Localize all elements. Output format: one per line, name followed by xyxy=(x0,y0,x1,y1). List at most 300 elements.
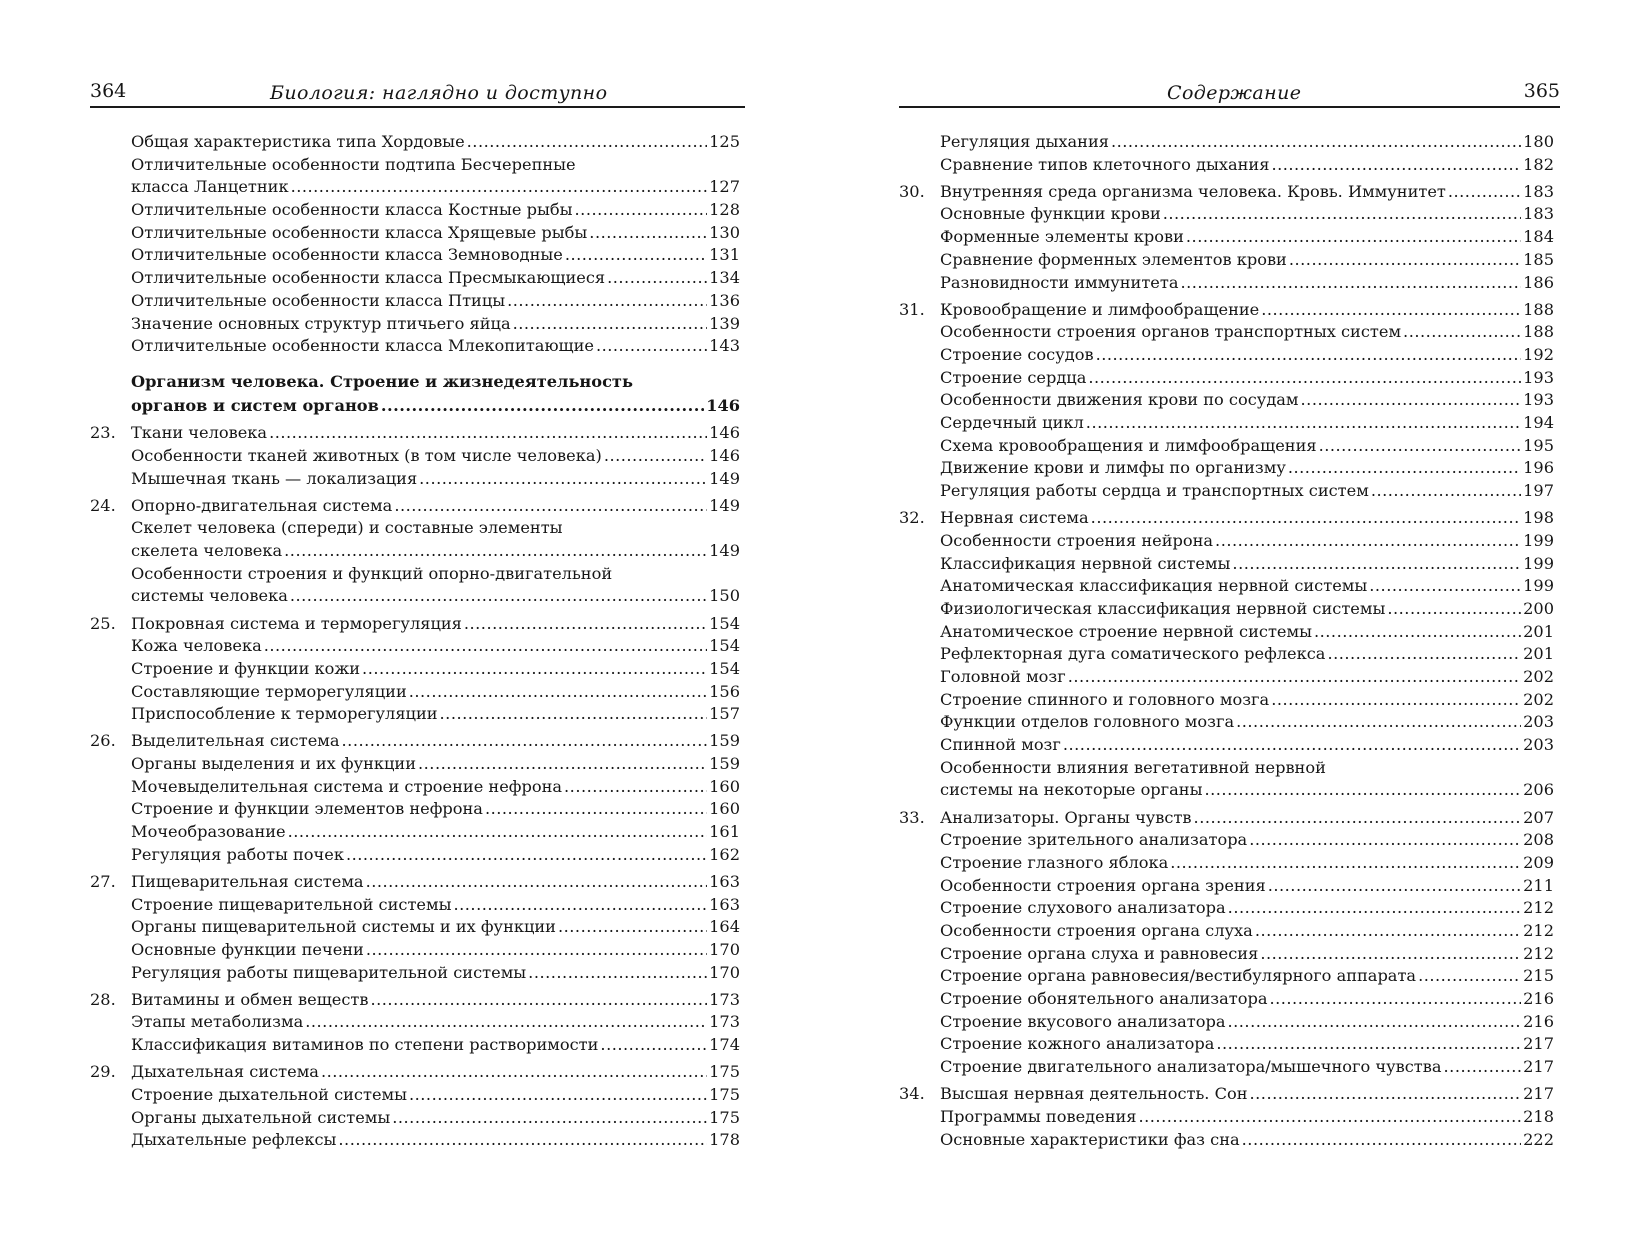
toc-entry-page: 173 xyxy=(709,989,740,1009)
toc-leader-dots xyxy=(1371,480,1521,503)
toc-entry xyxy=(90,335,740,358)
toc-entry xyxy=(899,965,1554,988)
toc-entry xyxy=(90,753,740,776)
toc-entry-title: Ткани человека xyxy=(131,423,268,443)
toc-leader-dots xyxy=(467,131,707,154)
toc-entry xyxy=(899,734,1554,757)
toc-entry-page: 216 xyxy=(1523,1011,1554,1031)
toc-entry xyxy=(899,1106,1554,1129)
toc-entry-title: Кровообращение и лимфообращение xyxy=(940,299,1260,319)
toc-leader-dots xyxy=(596,335,707,358)
toc-entry xyxy=(90,290,740,313)
toc-entry xyxy=(90,703,740,726)
toc-entry-number: 31. xyxy=(899,299,925,319)
toc-entry xyxy=(90,894,740,917)
toc-entry xyxy=(899,1083,1554,1106)
toc-entry-page: 174 xyxy=(709,1035,740,1055)
toc-entry xyxy=(90,776,740,799)
toc-entry-title: Программы поведения xyxy=(940,1106,1137,1126)
toc-leader-dots xyxy=(607,267,707,290)
toc-entry-title: Строение сосудов xyxy=(940,344,1094,364)
toc-entry xyxy=(90,939,740,962)
toc-entry-title: Строение спинного и головного мозга xyxy=(940,689,1270,709)
toc-entry-title: Строение органа равновесия/вестибулярного аппарата xyxy=(940,966,1417,986)
toc-leader-dots xyxy=(604,445,707,468)
toc-entry-page: 208 xyxy=(1523,830,1554,850)
toc-leader-dots xyxy=(1163,203,1521,226)
toc-entry xyxy=(899,711,1554,734)
toc-leader-dots xyxy=(1289,249,1521,272)
toc-entry xyxy=(90,1061,740,1084)
toc-entry-title: Разновидности иммунитета xyxy=(940,272,1179,292)
toc-leader-dots xyxy=(1269,988,1521,1011)
toc-entry-title: Строение зрительного анализатора xyxy=(940,830,1248,850)
toc-entry-page: 178 xyxy=(709,1130,740,1150)
toc-entry-page: 195 xyxy=(1523,435,1554,455)
toc-leader-dots xyxy=(305,1011,707,1034)
toc-entry-title: Отличительные особенности класса Костные рыбы xyxy=(131,200,573,220)
toc-entry-title: Органы дыхательной системы xyxy=(131,1107,391,1127)
toc-leader-dots xyxy=(291,176,708,199)
toc-entry-title: Организм человека. Строение и жизнедеятельность xyxy=(131,371,633,391)
toc-entry xyxy=(90,154,740,177)
toc-entry-number: 33. xyxy=(899,807,925,827)
toc-entry-title: Регуляция дыхания xyxy=(940,132,1109,151)
toc-leader-dots xyxy=(1170,852,1521,875)
toc-entry xyxy=(899,1056,1554,1079)
toc-leader-dots xyxy=(1260,943,1521,966)
toc-leader-dots xyxy=(1444,1056,1522,1079)
toc-entry xyxy=(90,313,740,336)
toc-entry-title: Регуляция работы почек xyxy=(131,844,344,864)
toc-entry-page: 203 xyxy=(1523,735,1554,755)
toc-leader-dots xyxy=(394,495,707,518)
toc-entry-title: Строение и функции кожи xyxy=(131,658,361,678)
toc-entry-page: 175 xyxy=(709,1062,740,1082)
toc-entry-page: 222 xyxy=(1523,1129,1554,1149)
toc-entry-title: Строение двигательного анализатора/мышечного чувства xyxy=(940,1057,1442,1077)
toc-entry xyxy=(90,681,740,704)
toc-entry-title: Витамины и обмен веществ xyxy=(131,989,369,1009)
toc-entry-page: 180 xyxy=(1523,132,1554,151)
toc-entry-page: 193 xyxy=(1523,367,1554,387)
toc-entry xyxy=(899,852,1554,875)
toc-leader-dots xyxy=(528,962,707,985)
toc-leader-dots xyxy=(264,635,707,658)
toc-entry xyxy=(899,507,1554,530)
toc-entry-title: Анатомическая классификация нервной системы xyxy=(940,576,1368,596)
toc-entry xyxy=(899,943,1554,966)
toc-leader-dots xyxy=(1232,553,1521,576)
toc-entry xyxy=(899,321,1554,344)
toc-entry-page: 184 xyxy=(1523,227,1554,247)
toc-leader-dots xyxy=(370,989,707,1012)
toc-entry-title: Общая характеристика типа Хордовые xyxy=(131,132,465,151)
toc-entry-page: 139 xyxy=(709,313,740,333)
toc-leader-dots xyxy=(1194,807,1522,830)
toc-entry-title: Строение кожного анализатора xyxy=(940,1034,1215,1054)
toc-entry xyxy=(899,689,1554,712)
toc-entry-page: 143 xyxy=(709,336,740,356)
toc-entry-number: 24. xyxy=(90,495,116,515)
page-number-left: 364 xyxy=(90,80,127,102)
toc-leader-dots xyxy=(454,894,708,917)
toc-entry xyxy=(899,553,1554,576)
toc-entry-title: Анатомическое строение нервной системы xyxy=(940,621,1312,641)
toc-entry-page: 197 xyxy=(1523,481,1554,501)
toc-entry-page: 154 xyxy=(709,613,740,633)
toc-entry-page: 149 xyxy=(709,541,740,561)
toc-entry-title: Отличительные особенности подтипа Бесчерепные xyxy=(131,154,576,174)
toc-leader-dots xyxy=(290,585,707,608)
toc-entry-title: Особенности влияния вегетативной нервной xyxy=(940,757,1326,777)
toc-entry xyxy=(899,1129,1554,1152)
toc-entry-page: 212 xyxy=(1523,898,1554,918)
toc-leader-dots xyxy=(1068,666,1521,689)
toc-leader-dots xyxy=(507,290,707,313)
toc-entry-title: Регуляция работы сердца и транспортных систем xyxy=(940,481,1369,501)
toc-list-right xyxy=(899,131,1554,1151)
toc-leader-dots xyxy=(1086,412,1521,435)
toc-entry-title: системы на некоторые органы xyxy=(940,780,1203,800)
running-title-right: Содержание xyxy=(1167,82,1302,104)
toc-entry-page: 188 xyxy=(1523,322,1554,342)
toc-entry-title: Строение сердца xyxy=(940,367,1087,387)
toc-leader-dots xyxy=(419,468,707,491)
toc-leader-dots xyxy=(342,730,708,753)
toc-leader-dots xyxy=(1327,643,1521,666)
toc-entry-title: Покровная система и терморегуляция xyxy=(131,613,462,633)
toc-entry-page: 186 xyxy=(1523,272,1554,292)
toc-entry xyxy=(90,422,740,445)
toc-entry-title: органов и систем органов xyxy=(131,395,379,415)
toc-entry xyxy=(899,829,1554,852)
running-head-right xyxy=(899,78,1560,108)
toc-entry-page: 149 xyxy=(709,468,740,488)
toc-entry-title: Строение и функции элементов нефрона xyxy=(131,799,483,819)
toc-entry-title: Сравнение типов клеточного дыхания xyxy=(940,154,1270,174)
toc-entry-page: 157 xyxy=(709,704,740,724)
toc-entry xyxy=(899,226,1554,249)
toc-leader-dots xyxy=(1088,367,1521,390)
toc-entry-title: Классификация витаминов по степени растворимости xyxy=(131,1035,599,1055)
toc-leader-dots xyxy=(1236,711,1521,734)
toc-entry-title: Особенности тканей животных (в том числе человека) xyxy=(131,445,602,465)
toc-entry xyxy=(90,798,740,821)
toc-entry-title: Особенности строения органа слуха xyxy=(940,920,1253,940)
toc-leader-dots xyxy=(1387,598,1521,621)
toc-leader-dots xyxy=(1216,1033,1521,1056)
toc-leader-dots xyxy=(409,1084,707,1107)
toc-entry-page: 216 xyxy=(1523,989,1554,1008)
toc-entry xyxy=(899,807,1554,830)
toc-entry-title: Строение дыхательной системы xyxy=(131,1084,407,1104)
toc-entry-page: 130 xyxy=(709,222,740,242)
toc-entry-page: 193 xyxy=(1523,390,1554,410)
toc-entry-page: 154 xyxy=(709,658,740,678)
toc-entry xyxy=(899,457,1554,480)
toc-leader-dots xyxy=(1403,321,1521,344)
toc-leader-dots xyxy=(392,1107,707,1130)
toc-entry-page: 199 xyxy=(1523,530,1554,550)
toc-entry-page: 175 xyxy=(709,1107,740,1127)
toc-entry-page: 188 xyxy=(1523,299,1554,319)
toc-entry xyxy=(90,585,740,608)
toc-leader-dots xyxy=(1319,435,1522,458)
toc-entry xyxy=(899,643,1554,666)
toc-entry xyxy=(90,267,740,290)
toc-entry-page: 173 xyxy=(709,1012,740,1032)
toc-entry xyxy=(90,730,740,753)
toc-entry-page: 136 xyxy=(709,290,740,310)
toc-entry xyxy=(899,757,1554,780)
toc-entry xyxy=(899,299,1554,322)
toc-entry-page: 200 xyxy=(1523,598,1554,618)
toc-entry xyxy=(90,199,740,222)
toc-entry-title: Особенности строения органа зрения xyxy=(940,875,1266,895)
toc-leader-dots xyxy=(418,753,707,776)
toc-entry-page: 156 xyxy=(709,681,740,701)
toc-leader-dots xyxy=(1261,299,1521,322)
toc-leader-dots xyxy=(558,916,707,939)
toc-leader-dots xyxy=(381,394,704,418)
toc-entry-page: 131 xyxy=(709,245,740,265)
toc-entry-number: 25. xyxy=(90,613,116,633)
toc-leader-dots xyxy=(284,540,707,563)
toc-entry-title: Высшая нервная деятельность. Сон xyxy=(940,1084,1248,1104)
toc-entry xyxy=(899,779,1554,802)
toc-entry xyxy=(90,916,740,939)
running-title-left: Биология: наглядно и доступно xyxy=(270,82,608,104)
toc-entry-page: 163 xyxy=(709,894,740,914)
toc-leader-dots xyxy=(513,313,708,336)
toc-entry-title: Скелет человека (спереди) и составные элементы xyxy=(131,518,563,538)
toc-entry-page: 150 xyxy=(709,586,740,606)
toc-entry-page: 217 xyxy=(1523,1034,1554,1054)
toc-entry xyxy=(90,445,740,468)
toc-leader-dots xyxy=(1111,131,1521,154)
toc-entry-page: 199 xyxy=(1523,553,1554,573)
toc-entry-page: 146 xyxy=(706,395,740,415)
toc-entry-number: 28. xyxy=(90,989,116,1009)
toc-entry-page: 162 xyxy=(709,844,740,864)
toc-entry-page: 206 xyxy=(1523,780,1554,800)
toc-entry-title: Отличительные особенности класса Хрящевые рыбы xyxy=(131,222,588,242)
toc-entry-title: Органы пищеварительной системы и их функции xyxy=(131,917,556,937)
toc-entry-title: Внутренняя среда организма человека. Кровь. Иммунитет xyxy=(940,181,1446,201)
toc-entry-page: 198 xyxy=(1523,508,1554,528)
toc-entry-title: Дыхательная система xyxy=(131,1062,319,1082)
toc-entry-title: Спинной мозг xyxy=(940,735,1061,755)
toc-leader-dots xyxy=(600,1034,707,1057)
toc-leader-dots xyxy=(321,1061,707,1084)
toc-leader-dots xyxy=(1228,897,1521,920)
toc-entry-title: системы человека xyxy=(131,586,288,606)
toc-entry-title: Мышечная ткань — локализация xyxy=(131,468,418,488)
toc-leader-dots xyxy=(1271,689,1521,712)
toc-entry-title: Сравнение форменных элементов крови xyxy=(940,249,1287,269)
toc-entry xyxy=(899,666,1554,689)
toc-entry-page: 170 xyxy=(709,962,740,982)
toc-entry-title: Отличительные особенности класса Млекопитающие xyxy=(131,336,594,356)
toc-entry-page: 192 xyxy=(1523,344,1554,364)
toc-entry-title: Органы выделения и их функции xyxy=(131,754,417,774)
toc-entry-page: 161 xyxy=(709,822,740,842)
toc-entry-page: 215 xyxy=(1523,966,1554,986)
toc-leader-dots xyxy=(564,776,707,799)
toc-leader-dots xyxy=(464,613,707,636)
toc-leader-dots xyxy=(1448,181,1521,204)
toc-leader-dots xyxy=(440,703,708,726)
toc-entry-title: Особенности строения и функций опорно-двигательной xyxy=(131,563,613,583)
toc-entry-title: Выделительная система xyxy=(131,731,340,751)
toc-entry-title: Анализаторы. Органы чувств xyxy=(940,807,1192,827)
toc-leader-dots xyxy=(1242,1129,1521,1152)
toc-entry xyxy=(90,540,740,563)
toc-entry xyxy=(90,1034,740,1057)
toc-entry-title: Регуляция работы пищеварительной системы xyxy=(131,962,527,982)
toc-entry xyxy=(90,844,740,867)
toc-entry xyxy=(90,222,740,245)
toc-entry xyxy=(90,131,740,154)
toc-entry-title: Функции отделов головного мозга xyxy=(940,712,1235,732)
toc-entry-title: Составляющие терморегуляции xyxy=(131,681,407,701)
toc-entry xyxy=(899,249,1554,272)
toc-leader-dots xyxy=(1091,507,1521,530)
toc-entry-title: Отличительные особенности класса Птицы xyxy=(131,290,506,310)
toc-entry-page: 203 xyxy=(1523,712,1554,732)
toc-entry xyxy=(90,468,740,491)
toc-entry xyxy=(899,897,1554,920)
toc-leader-dots xyxy=(1369,575,1521,598)
toc-entry-title: Строение органа слуха и равновесия xyxy=(940,943,1259,963)
toc-leader-dots xyxy=(1271,154,1521,177)
toc-entry xyxy=(90,394,740,418)
toc-entry-page: 149 xyxy=(709,495,740,515)
toc-entry-title: Строение слухового анализатора xyxy=(940,898,1226,918)
page-number-right: 365 xyxy=(1523,80,1560,102)
toc-entry-page: 175 xyxy=(709,1084,740,1104)
toc-leader-dots xyxy=(1215,530,1521,553)
toc-entry-page: 160 xyxy=(709,799,740,819)
toc-entry-page: 160 xyxy=(709,776,740,796)
toc-entry-page: 202 xyxy=(1523,666,1554,686)
toc-entry-page: 196 xyxy=(1523,458,1554,478)
toc-entry-number: 23. xyxy=(90,423,116,443)
toc-entry xyxy=(899,920,1554,943)
toc-entry-page: 125 xyxy=(709,132,740,151)
toc-entry-number: 26. xyxy=(90,731,116,751)
toc-entry xyxy=(90,871,740,894)
toc-entry-title: Дыхательные рефлексы xyxy=(131,1130,337,1150)
toc-entry xyxy=(90,613,740,636)
toc-entry xyxy=(899,530,1554,553)
toc-leader-dots xyxy=(1249,829,1521,852)
toc-leader-dots xyxy=(362,658,707,681)
toc-entry xyxy=(899,131,1554,154)
toc-entry xyxy=(90,1107,740,1130)
toc-leader-dots xyxy=(1250,1083,1522,1106)
toc-leader-dots xyxy=(366,939,707,962)
toc-leader-dots xyxy=(269,422,707,445)
toc-entry-page: 163 xyxy=(709,871,740,891)
toc-entry-title: Основные функции печени xyxy=(131,939,364,959)
toc-entry-title: Значение основных структур птичьего яйца xyxy=(131,313,511,333)
toc-entry xyxy=(90,563,740,586)
toc-leader-dots xyxy=(366,871,708,894)
toc-entry xyxy=(899,988,1554,1011)
toc-entry xyxy=(899,1033,1554,1056)
toc-entry-page: 134 xyxy=(709,268,740,288)
toc-leader-dots xyxy=(1063,734,1521,757)
toc-entry-title: Отличительные особенности класса Пресмыкающиеся xyxy=(131,268,606,288)
toc-entry-title: Особенности строения нейрона xyxy=(940,530,1214,550)
toc-entry-title: Основные характеристики фаз сна xyxy=(940,1129,1240,1149)
toc-entry xyxy=(899,154,1554,177)
toc-entry-title: Приспособление к терморегуляции xyxy=(131,704,438,724)
toc-entry xyxy=(899,344,1554,367)
toc-entry xyxy=(899,203,1554,226)
toc-entry-page: 201 xyxy=(1523,621,1554,641)
toc-entry xyxy=(899,435,1554,458)
right-page xyxy=(815,0,1630,1252)
toc-entry-title: Строение обонятельного анализатора xyxy=(940,989,1268,1008)
toc-entry-page: 154 xyxy=(709,636,740,656)
toc-entry-title: Сердечный цикл xyxy=(940,413,1084,433)
toc-entry-title: Особенности строения органов транспортных систем xyxy=(940,322,1402,342)
toc-entry-title: Нервная система xyxy=(940,508,1089,528)
toc-leader-dots xyxy=(575,199,708,222)
toc-leader-dots xyxy=(1418,965,1521,988)
toc-entry-title: Схема кровообращения и лимфообращения xyxy=(940,435,1317,455)
toc-entry-title: Строение глазного яблока xyxy=(940,852,1169,872)
toc-entry xyxy=(899,367,1554,390)
toc-leader-dots xyxy=(1180,272,1521,295)
toc-entry xyxy=(90,244,740,267)
toc-entry-title: Рефлекторная дуга соматического рефлекса xyxy=(940,644,1326,664)
toc-entry xyxy=(899,412,1554,435)
toc-entry-title: Кожа человека xyxy=(131,636,262,656)
toc-entry-title: Форменные элементы крови xyxy=(940,227,1184,247)
toc-entry xyxy=(899,598,1554,621)
toc-leader-dots xyxy=(288,821,707,844)
toc-entry-number: 27. xyxy=(90,871,116,891)
toc-entry-page: 209 xyxy=(1523,852,1554,872)
running-head-left xyxy=(90,78,745,108)
toc-entry xyxy=(90,635,740,658)
toc-entry-title: скелета человека xyxy=(131,541,283,561)
toc-leader-dots xyxy=(409,681,707,704)
toc-leader-dots xyxy=(1301,389,1522,412)
toc-entry-page: 159 xyxy=(709,754,740,774)
toc-entry-page: 128 xyxy=(709,200,740,220)
toc-entry-title: Основные функции крови xyxy=(940,204,1161,224)
toc-leader-dots xyxy=(338,1129,707,1152)
toc-entry xyxy=(90,821,740,844)
toc-leader-dots xyxy=(1139,1106,1522,1129)
toc-entry-page: 159 xyxy=(709,731,740,751)
toc-entry-number: 34. xyxy=(899,1084,925,1104)
toc-entry-title: Головной мозг xyxy=(940,666,1066,686)
toc-entry xyxy=(90,658,740,681)
toc-entry xyxy=(90,1129,740,1152)
toc-entry-page: 217 xyxy=(1523,1057,1554,1077)
toc-entry-number: 29. xyxy=(90,1062,116,1082)
toc-entry-page: 127 xyxy=(709,177,740,197)
toc-entry xyxy=(90,176,740,199)
toc-entry-title: Отличительные особенности класса Земноводные xyxy=(131,245,563,265)
toc-leader-dots xyxy=(1314,621,1521,644)
